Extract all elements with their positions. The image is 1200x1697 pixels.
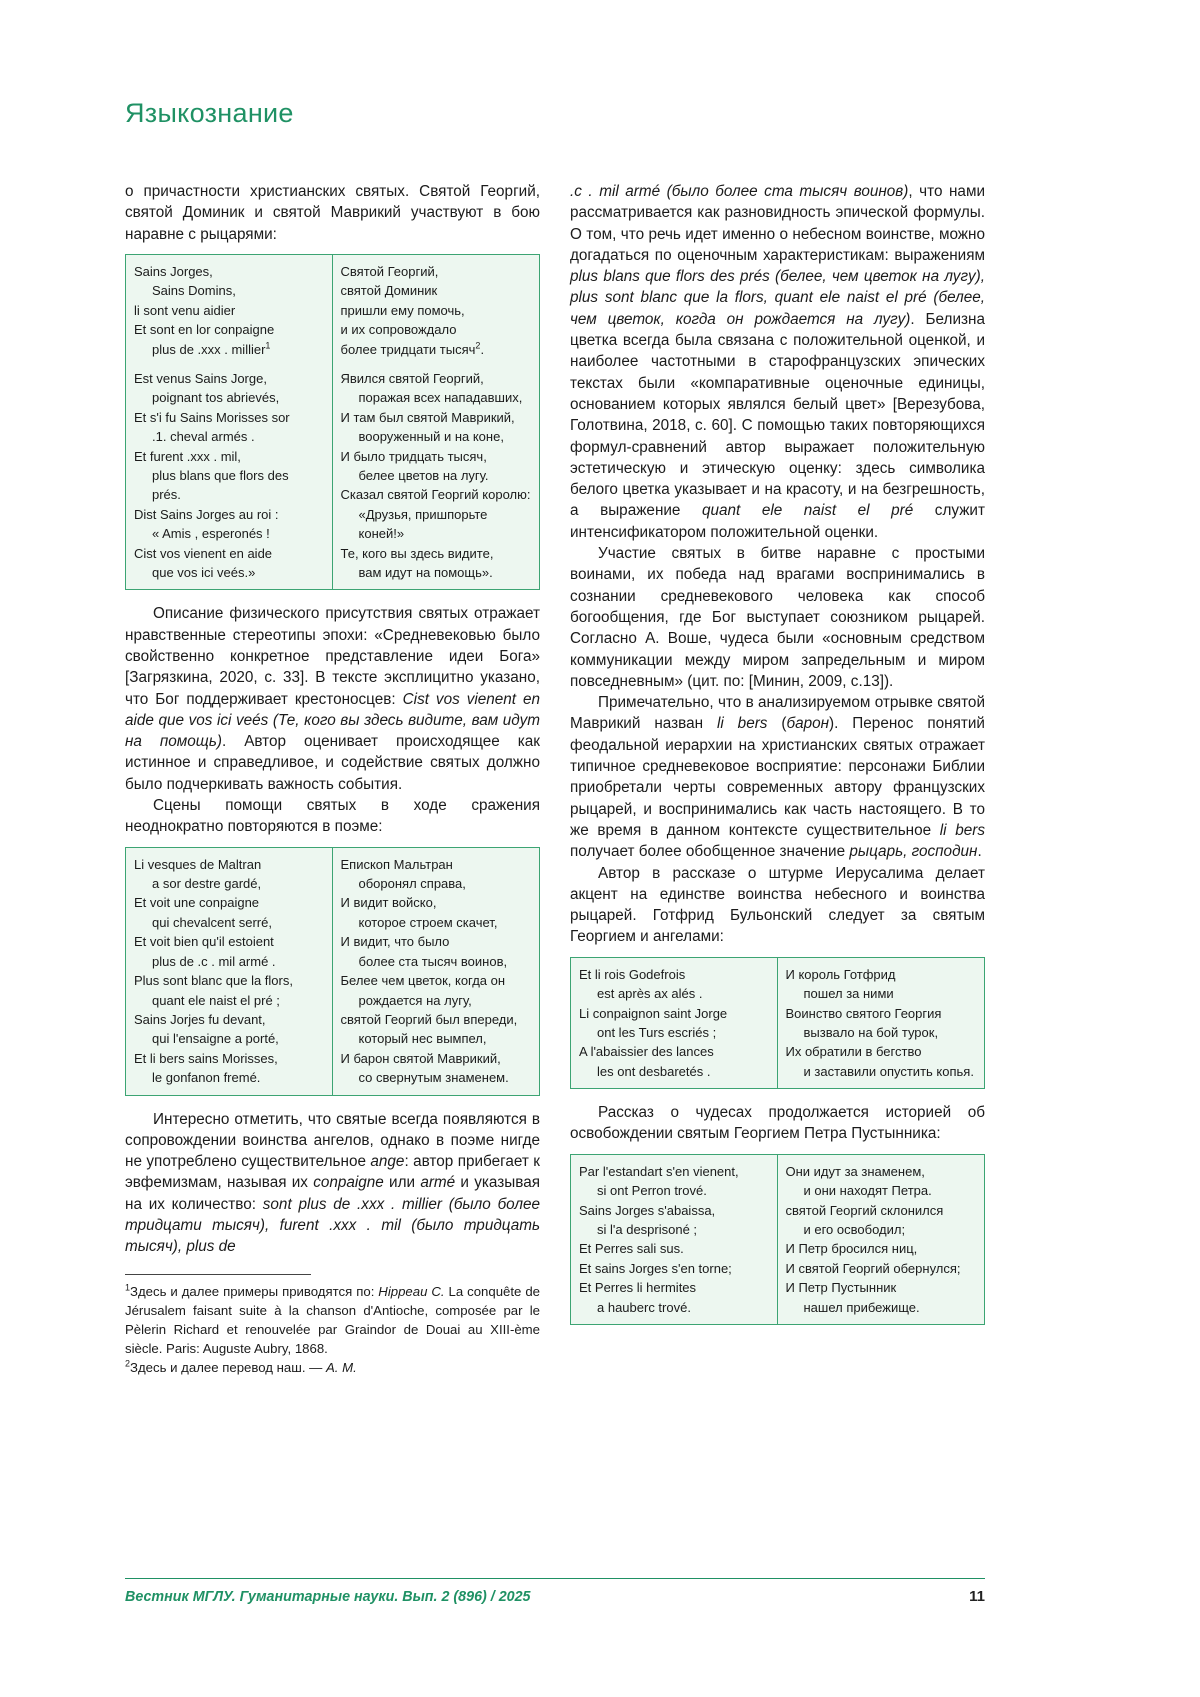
footnote-marker: 2: [125, 1358, 131, 1369]
verse-line: Sains Domins,: [152, 283, 236, 299]
quote-box-1: [125, 254, 540, 591]
verse-line: И барон святой Маврикий,: [340, 1050, 501, 1066]
verse-translation: [333, 255, 540, 590]
verse-line: И видит войско,: [340, 895, 437, 911]
verse-line: Cist vos vienent en aide: [134, 545, 273, 561]
verse-line: святой Георгий был впереди,: [340, 1011, 518, 1027]
verse-line: поражая всех нападавших,: [358, 390, 523, 406]
verse-line: И король Готфрид: [785, 966, 896, 982]
verse-line: Par l'estandart s'en vienent,: [579, 1163, 739, 1179]
verse-line: который нес вымпел,: [358, 1031, 487, 1047]
verse-line: .1. cheval armés .: [152, 429, 255, 445]
verse-line: poignant tos abrievés,: [152, 390, 280, 406]
italic-text: armé: [420, 1174, 456, 1192]
italic-text: А. М.: [326, 1359, 357, 1375]
verse-line: prés.: [152, 487, 181, 503]
verse-line: Dist Sains Jorges au roi :: [134, 506, 279, 522]
verse-line: Sains Jorges s'abaissa,: [579, 1202, 716, 1218]
footnote: [125, 1358, 540, 1377]
text: Автор в рассказе о штурме Иерусалима делает акцент на единстве воинства небесного и воинства рыцарей. Готфрид Бульонский следует за святым Георгием и ангелами:: [570, 864, 985, 946]
verse-line: a sor destre gardé,: [152, 876, 262, 892]
verse-line: коней!»: [358, 526, 405, 542]
verse-line: вооруженный и на коне,: [358, 429, 504, 445]
text: Участие святых в битве наравне с простыми воинами, их победа над врагами воспринимались в сознании средневекового человека как способ богообщения, где Бог выступает союзником рыцарей. Согласно А. Воше, чудеса были «основным средством коммуникации между миром запредельным и миром повседневным» (цит. по: [Минин, 2009, с.13]).: [570, 545, 985, 690]
verse-line: вызвало на бой турок,: [803, 1024, 939, 1040]
verse-line: si ont Perron trové.: [597, 1183, 707, 1199]
text: или: [383, 1174, 421, 1192]
text: Сцены помощи святых в ходе сражения неоднократно повторяются в поэме:: [125, 797, 540, 836]
verse-translation: [778, 958, 985, 1088]
verse-line: И было тридцать тысяч,: [340, 448, 487, 464]
verse-line: И Петр Пустынник: [785, 1280, 897, 1296]
text: Примечательно, что в анализируемом отрывке святой Маврикий назван: [570, 694, 985, 733]
verse-original: [571, 1155, 778, 1324]
two-column-layout: [125, 181, 985, 1377]
verse-line: ont les Turs escriés ;: [597, 1024, 717, 1040]
verse-line: Et Perres li hermites: [579, 1280, 697, 1296]
verse-line: plus de .xxx . millier$^1$: [152, 340, 271, 357]
footer-page-number: 11: [969, 1588, 985, 1605]
italic-text: plus blans que flors des prés (белее, чем цветок на лугу), plus sont blanc que la flors, quant ele naist el pré (белее, чем цветок, когда он рождается на лугу): [570, 268, 985, 328]
text: .: [977, 843, 982, 861]
verse-line: que vos ici veés.»: [152, 564, 256, 580]
text: , что нами рассматривается как разновидность эпической формулы. О том, что речь идет именно о небесном воинстве, можно догадаться по оценочным характеристикам: выражениям: [570, 183, 985, 264]
footnote-marker: 2: [475, 340, 481, 351]
verse-line: le gonfanon fremé.: [152, 1070, 261, 1086]
verse-line: plus de .c . mil armé .: [152, 953, 276, 969]
verse-line: И святой Георгий обернулся;: [785, 1260, 961, 1276]
quote-box-4: [570, 1154, 985, 1325]
text: Рассказ о чудесах продолжается историей об освобождении святым Георгием Петра Пустынника:: [570, 1104, 985, 1143]
text: получает более обобщенное значение: [570, 843, 850, 861]
verse-line: Явился святой Георгий,: [340, 370, 484, 386]
verse-line: более тридцати тысяч$^2$.: [340, 340, 485, 357]
right-column: [570, 181, 985, 1338]
verse-line: Они идут за знаменем,: [785, 1163, 925, 1179]
page-footer: [125, 1578, 985, 1605]
text: . Белизна цветка всегда была связана с положительной оценкой, и наиболее частотными в старофранцузских эпических текстах были «компаративные оценочные единицы, основанием которых являлся белый цвет» [Верезубова, Голотвина, 2018, с. 60]. С помощью таких повторяющихся формул-сравнений автор выражает положительную эстетическую и этическую оценку: здесь символика белого цветка указывает и на красоту, и на безгрешность, а выражение: [570, 310, 985, 520]
verse-translation: [333, 848, 540, 1095]
paragraph: [125, 795, 540, 838]
paragraph: [570, 863, 985, 948]
verse-line: Сказал святой Георгий королю:: [340, 487, 531, 503]
verse-line: Et Perres sali sus.: [579, 1241, 684, 1257]
verse-line: пришли ему помочь,: [340, 302, 465, 318]
text: Описание физического присутствия святых отражает нравственные стереотипы эпохи: «Средневековью было свойственно конкретное представление идеи Бога» [Загрязкина, 2020, с. 33]. В тексте эксплицитно указано, что Бог поддерживает крестоносцев:: [125, 605, 540, 708]
verse-line: les ont desbaretés .: [597, 1063, 711, 1079]
italic-text: li bers: [716, 715, 768, 733]
verse-line: святой Доминик: [340, 283, 438, 299]
paragraph: [570, 1102, 985, 1145]
verse-line: a hauberc trové.: [597, 1299, 691, 1315]
footer-journal-title: Вестник МГЛУ. Гуманитарные науки. Вып. 2 (896) / 2025: [125, 1589, 531, 1605]
italic-text: .c . mil armé (было более ста тысяч воинов): [570, 183, 909, 200]
paragraph: [125, 181, 540, 245]
verse-line: plus blans que flors des: [152, 467, 289, 483]
verse-original: [126, 255, 333, 590]
footnotes: [125, 1274, 540, 1377]
paragraph: [125, 1109, 540, 1258]
verse-line: Святой Георгий,: [340, 263, 439, 279]
verse-translation: [778, 1155, 985, 1324]
verse-line: «Друзья, пришпорьте: [358, 506, 488, 522]
quote-box-3: [570, 957, 985, 1089]
verse-line: Plus sont blanc que la flors,: [134, 973, 293, 989]
quote-box-2: [125, 847, 540, 1096]
verse-line: Sains Jorjes fu devant,: [134, 1011, 266, 1027]
footer-rule: [125, 1578, 985, 1579]
text: (: [767, 715, 787, 733]
verse-line: Их обратили в бегство: [785, 1044, 922, 1060]
verse-line: Sains Jorges,: [134, 263, 213, 279]
italic-text: барон: [786, 715, 830, 733]
paragraph: [570, 692, 985, 862]
verse-line: более ста тысяч воинов,: [358, 953, 508, 969]
text: и указывая на их количество:: [125, 1174, 540, 1213]
italic-text: Cist vos vienent en aide que vos ici veés: [125, 690, 540, 729]
footnote-marker: 1: [265, 340, 271, 351]
footnote-separator: [125, 1274, 311, 1275]
verse-line: Белее чем цветок, когда он: [340, 973, 506, 989]
verse-line: si l'a desprisoné ;: [597, 1221, 698, 1237]
verse-line: белее цветов на лугу.: [358, 467, 489, 483]
verse-line: Et voit une conpaigne: [134, 895, 260, 911]
verse-line: Et sont en lor conpaigne: [134, 322, 275, 338]
verse-line: Li vesques de Maltran: [134, 856, 262, 872]
verse-line: Et li rois Godefrois: [579, 966, 686, 982]
italic-text: ): [216, 733, 222, 751]
verse-line: Et voit bien qu'il estoient: [134, 934, 274, 950]
text: : автор прибегает к эвфемизмам, называя их: [125, 1153, 541, 1192]
text: Здесь и далее перевод наш. —: [130, 1359, 327, 1375]
italic-text: conpaigne: [313, 1174, 384, 1192]
text: . Автор оценивает происходящее как истинное и справедливое, и содействие святых должно было подчеркивать важность события.: [125, 733, 540, 793]
verse-line: со свернутым знаменем.: [358, 1070, 509, 1086]
italic-text: (: [268, 711, 278, 729]
verse-line: рождается на лугу,: [358, 992, 472, 1008]
footnote-marker: 1: [125, 1282, 131, 1293]
verse-line: est après ax alés .: [597, 986, 703, 1002]
verse-line: и его освободил;: [803, 1221, 906, 1237]
verse-line: И Петр бросился ниц,: [785, 1241, 918, 1257]
paragraph: [570, 543, 985, 692]
verse-line: святой Георгий склонился: [785, 1202, 944, 1218]
paragraph: [125, 603, 540, 795]
verse-line: оборонял справа,: [358, 876, 466, 892]
verse-line: qui chevalcent serré,: [152, 914, 272, 930]
left-column: [125, 181, 540, 1377]
verse-line: Те, кого вы здесь видите,: [340, 545, 494, 561]
verse-line: Li conpaignon saint Jorge: [579, 1005, 728, 1021]
verse-line: и их сопровождало: [340, 322, 457, 338]
text: Здесь и далее примеры приводятся по:: [130, 1283, 379, 1299]
verse-line: Et furent .xxx . mil,: [134, 448, 241, 464]
verse-line: li sont venu aidier: [134, 302, 236, 318]
verse-original: [126, 848, 333, 1095]
italic-text: Hippeau C.: [378, 1283, 445, 1299]
verse-line: Епископ Мальтран: [340, 856, 453, 872]
section-title: Языкознание: [125, 98, 294, 129]
verse-line: пошел за ними: [803, 986, 894, 1002]
verse-line: и заставили опустить копья.: [803, 1063, 974, 1079]
text: о причастности христианских святых. Святой Георгий, святой Доминик и святой Маврикий участвуют в бою наравне с рыцарями:: [125, 183, 540, 243]
verse-line: A l'abaissier des lances: [579, 1044, 714, 1060]
paragraph: [570, 181, 985, 543]
verse-line: qui l'ensaigne a porté,: [152, 1031, 279, 1047]
verse-line: нашел прибежище.: [803, 1299, 920, 1315]
verse-original: [571, 958, 778, 1088]
footer-row: [125, 1588, 985, 1605]
verse-line: Et li bers sains Morisses,: [134, 1050, 278, 1066]
verse-line: вам идут на помощь».: [358, 564, 493, 580]
verse-line: Est venus Sains Jorge,: [134, 370, 267, 386]
text: La conquête de Jérusalem faisant suite à la chanson d'Antioche, composée par le Pèlerin Richard et renouvelée par Graindor de Douai au XIII-ème siècle. Paris: Auguste Aubry, 1868.: [125, 1283, 540, 1356]
verse-line: quant ele naist el pré ;: [152, 992, 280, 1008]
italic-text: ange: [370, 1153, 405, 1171]
text: ). Перенос понятий феодальной иерархии на христианских святых отражает типичное средневековое восприятие: персонажи Библии приобретали черты современных автору французских рыцарей, и воспринимались как часть настоящего. В то же время в данном контексте существительное: [570, 715, 985, 839]
italic-text: рыцарь, господин: [849, 843, 978, 861]
verse-line: Et s'i fu Sains Morisses sor: [134, 409, 290, 425]
italic-text: Те, кого вы здесь видите, вам идут на помощь: [125, 711, 540, 751]
italic-text: li bers: [939, 821, 985, 839]
verse-line: Et sains Jorges s'en torne;: [579, 1260, 732, 1276]
footnote: [125, 1282, 540, 1358]
verse-line: и они находят Петра.: [803, 1183, 932, 1199]
verse-line: « Amis , esperonés !: [152, 526, 270, 542]
text: служит интенсификатором положительной оценки.: [570, 502, 985, 541]
verse-line: И видит, что было: [340, 934, 450, 950]
italic-text: quant ele naist el pré: [702, 502, 914, 520]
verse-line: Воинство святого Георгия: [785, 1005, 942, 1021]
italic-text: sont plus de .xxx . millier (было более тридцати тысяч), furent .xxx . mil (было тридцать тысяч), plus de: [125, 1195, 540, 1256]
verse-line: И там был святой Маврикий,: [340, 409, 515, 425]
text: Интересно отметить, что святые всегда появляются в сопровождении воинства ангелов, однако в поэме нигде не употреблено существительное: [125, 1110, 540, 1171]
verse-line: которое строем скачет,: [358, 914, 498, 930]
